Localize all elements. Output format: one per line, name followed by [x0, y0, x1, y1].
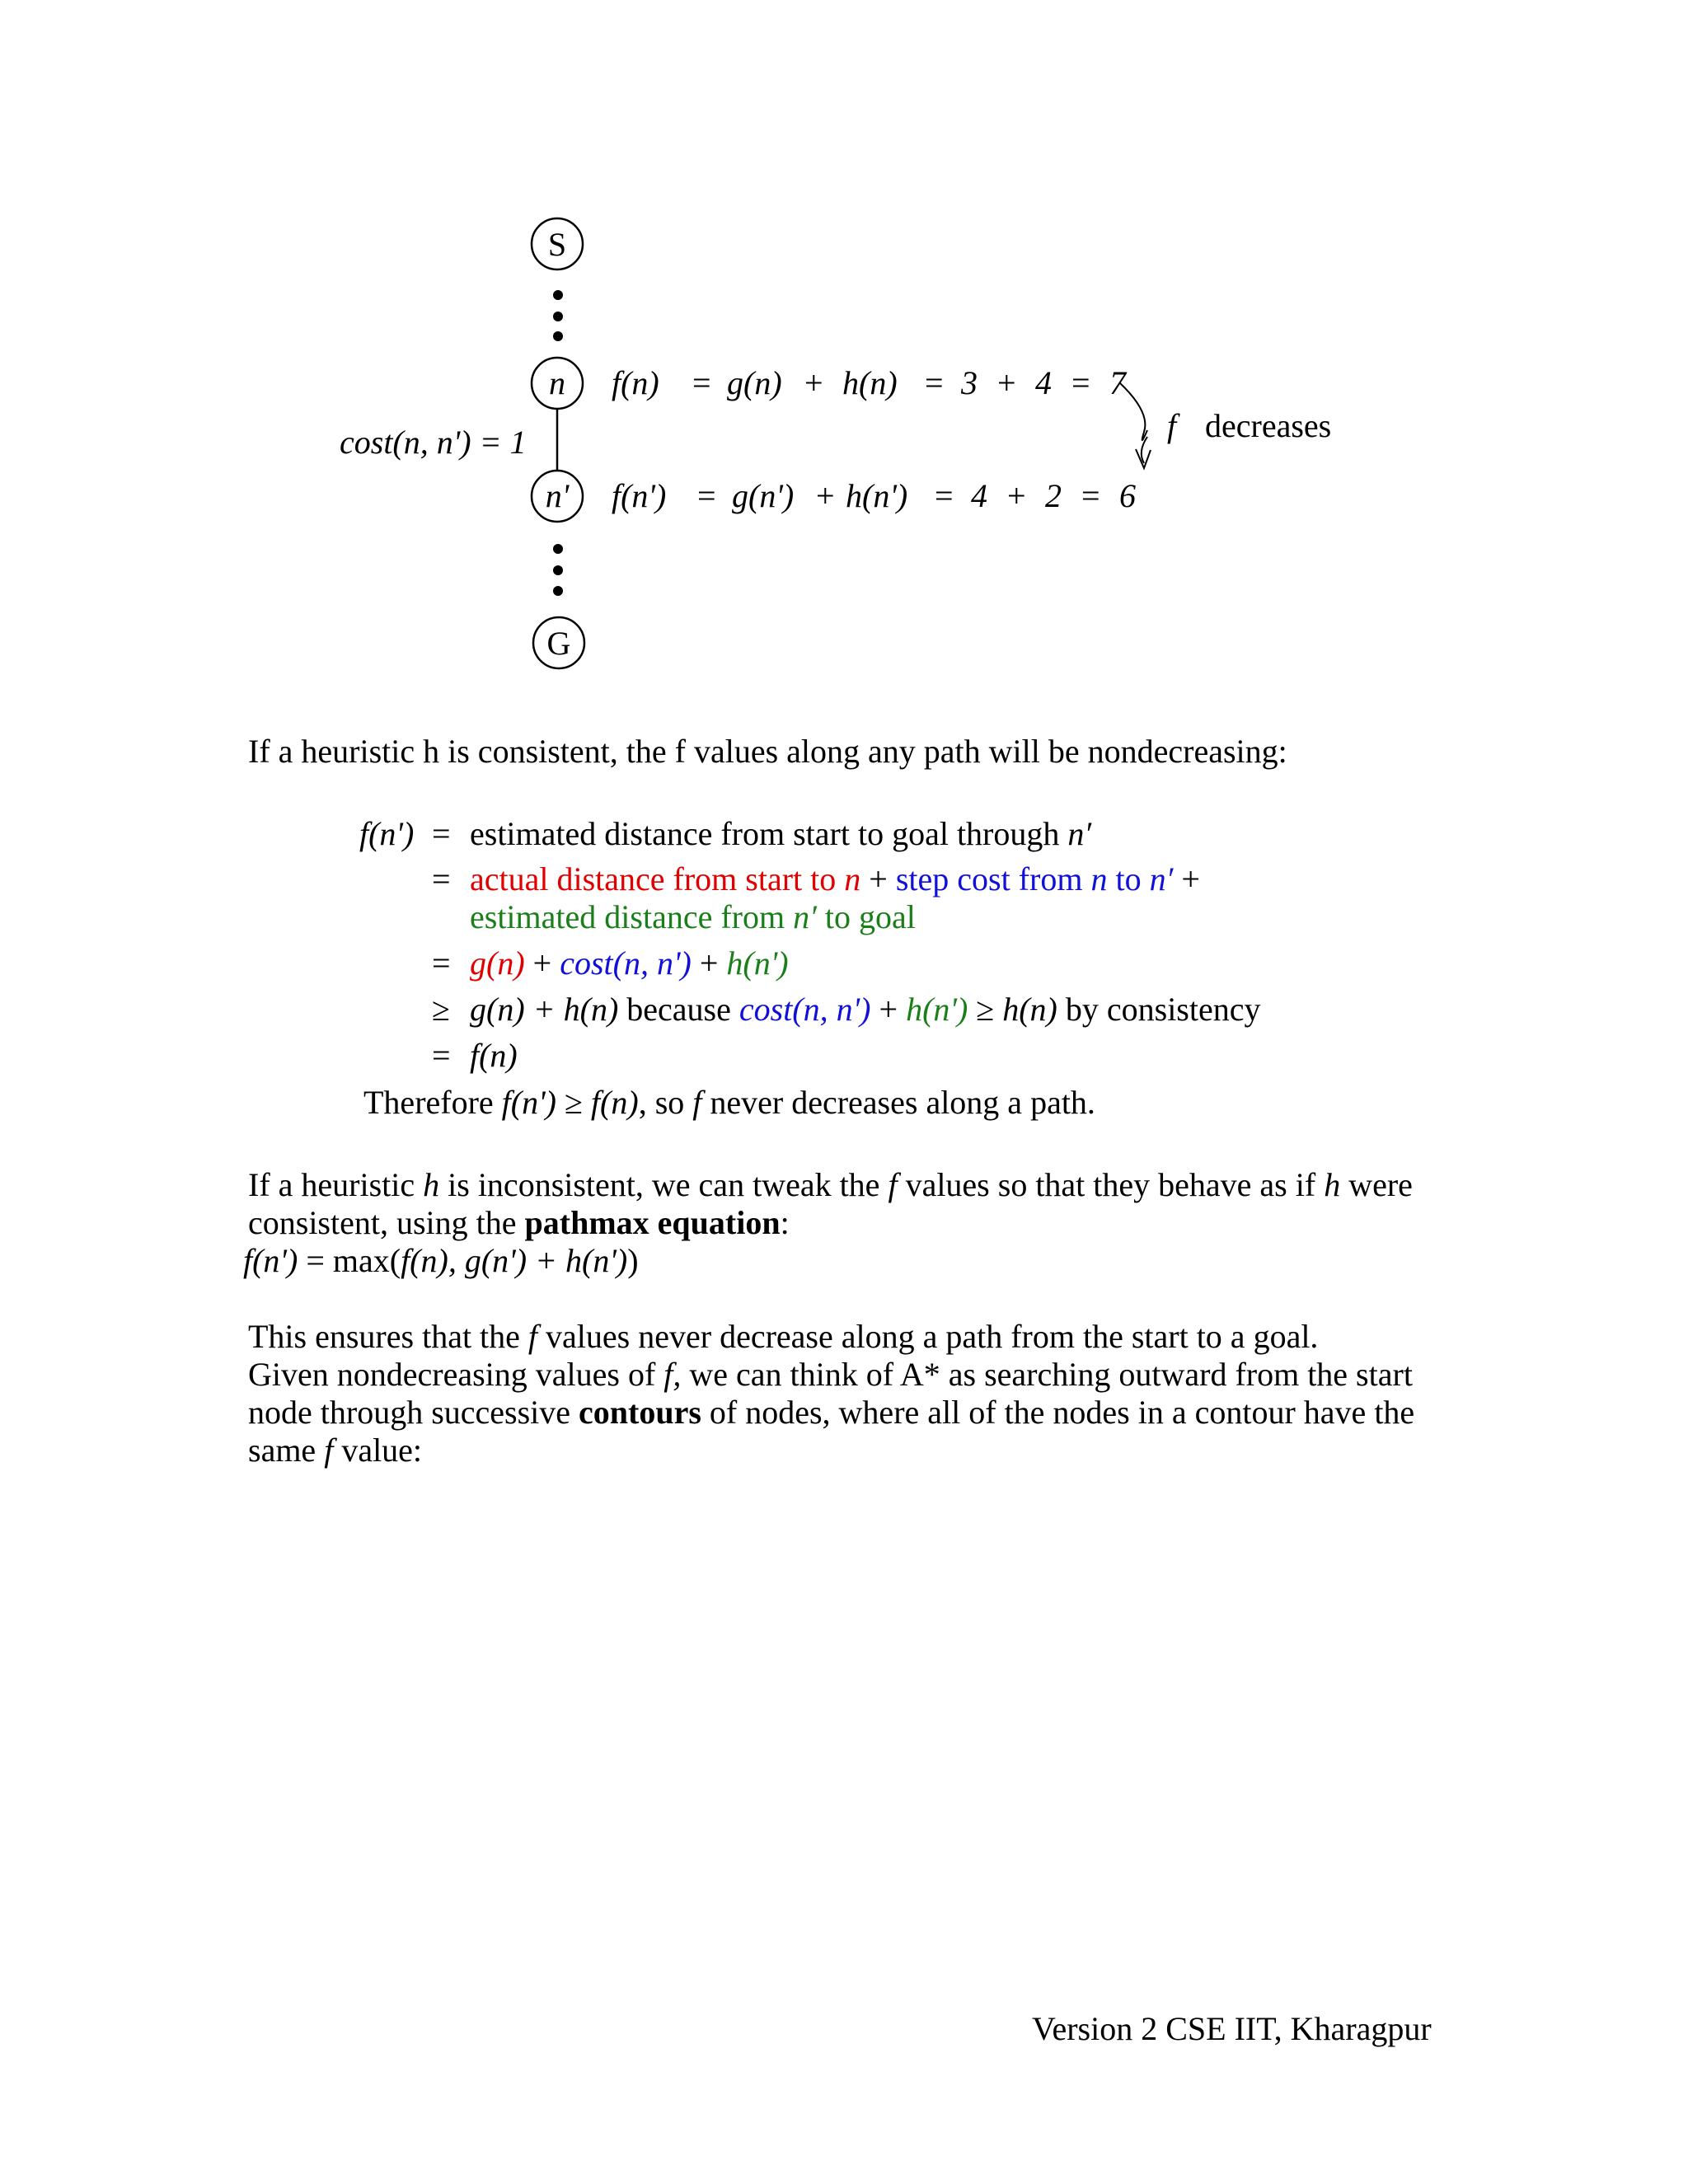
derivation-line-1: [470, 815, 1091, 853]
estimated-distance-text: estimated distance from: [470, 898, 794, 935]
pathmax-formula: [243, 1242, 639, 1280]
plus-2: +: [691, 944, 727, 982]
node-start: [532, 218, 583, 269]
derivation-eq-1: =: [432, 815, 451, 852]
svg-text:f(n): f(n): [612, 364, 659, 401]
p3-l3b: of nodes, where all of the nodes in a contour have the: [701, 1394, 1415, 1431]
svg-text:2: 2: [1045, 477, 1062, 514]
svg-text:h(n): h(n): [842, 364, 898, 401]
edge-cost-label: cost(n, n') = 1: [340, 424, 527, 461]
p2-text-d: were: [1340, 1166, 1413, 1203]
derivation-eq-6: =: [432, 1037, 451, 1074]
svg-text:+: +: [804, 364, 823, 401]
decrease-word-label: decreases: [1205, 407, 1332, 444]
p3-l1a: This ensures that the: [248, 1318, 528, 1355]
plus-sign: +: [860, 860, 896, 898]
derivation-ge-5: ≥: [432, 991, 450, 1028]
pathmax-equation-term: pathmax equation: [524, 1204, 781, 1241]
derivation-line-3: [470, 898, 916, 936]
derivation-line-6: f(n): [470, 1037, 518, 1074]
contours-line-4: [248, 1432, 422, 1469]
node-goal: [533, 617, 584, 668]
svg-text:n: n: [549, 364, 565, 401]
svg-text:4: 4: [971, 477, 987, 514]
svg-text:S: S: [547, 226, 567, 263]
plus-5: +: [870, 991, 907, 1028]
estimated-distance-var: n′: [793, 898, 817, 935]
therefore-rest: never decreases along a path.: [701, 1084, 1095, 1121]
term-g-n: g(n): [470, 944, 525, 982]
therefore-f: f: [692, 1084, 702, 1121]
formula-args: f(n), g(n') + h(n'): [401, 1242, 628, 1279]
derivation-line-4: [470, 944, 789, 982]
contours-term: contours: [579, 1394, 701, 1431]
plus-1: +: [524, 944, 560, 982]
p3-l2b: we can think of A* as searching outward from the start: [681, 1356, 1413, 1393]
formula-close: ): [627, 1242, 639, 1279]
svg-text:+: +: [816, 477, 835, 514]
svg-text:=: =: [692, 364, 711, 401]
p2-f: f: [888, 1166, 898, 1203]
equation-f-n-prime: [612, 477, 1136, 514]
plus-sign-2: +: [1173, 860, 1200, 898]
svg-text:=: =: [925, 364, 944, 401]
p2-h1: h: [423, 1166, 440, 1203]
p2-text-a: If a heuristic: [248, 1166, 424, 1203]
formula-lhs: f(n'): [243, 1242, 298, 1279]
term-h-n-5: h(n): [1002, 991, 1057, 1028]
consistency-statement: If a heuristic h is consistent, the f values along any path will be nondecreasing:: [248, 733, 1287, 770]
svg-text:4: 4: [1035, 364, 1052, 401]
ellipsis-dots-upper: [553, 290, 563, 341]
therefore-fn: f(n): [590, 1084, 639, 1121]
step-cost-var-np: n′: [1149, 860, 1174, 898]
estimated-distance-goal: to goal: [816, 898, 916, 935]
therefore-so: , so: [638, 1084, 693, 1121]
svg-text:f(n'): f(n'): [612, 477, 667, 514]
p3-l1f: f: [528, 1318, 538, 1355]
svg-text:G: G: [546, 625, 571, 662]
derivation-line-2: [470, 860, 1200, 898]
derivation-eq-2: =: [432, 860, 451, 898]
by-consistency: by consistency: [1057, 991, 1261, 1028]
derivation-line-5: [470, 991, 1261, 1029]
therefore-fnp: f(n'): [501, 1084, 556, 1121]
svg-text:3: 3: [961, 364, 978, 401]
line1-text: estimated distance from start to goal through: [470, 815, 1068, 852]
contours-line-1: [248, 1318, 1318, 1356]
formula-max: = max(: [298, 1242, 401, 1279]
pathmax-line-1: [248, 1166, 1413, 1204]
svg-text:=: =: [1071, 364, 1090, 401]
line1-var: n′: [1067, 815, 1092, 852]
decrease-f-label: f: [1167, 407, 1177, 444]
svg-text:g(n'): g(n'): [732, 477, 795, 514]
step-cost-to: to: [1107, 860, 1150, 898]
actual-distance-text: actual distance from start to: [470, 860, 845, 898]
actual-distance-var: n: [844, 860, 861, 898]
search-path-diagram: [0, 0, 1688, 709]
term-cost: cost(n, n'): [560, 944, 692, 982]
svg-text:=: =: [1081, 477, 1100, 514]
step-cost-text: step cost from: [895, 860, 1091, 898]
svg-text:+: +: [997, 364, 1016, 401]
pathmax-line-2: [248, 1204, 790, 1242]
derivation-lhs: f(n'): [359, 815, 415, 852]
p2-text-c: values so that they behave as if: [897, 1166, 1325, 1203]
svg-text:g(n): g(n): [727, 364, 782, 401]
svg-text:h(n'): h(n'): [846, 477, 908, 514]
ellipsis-dots-lower: [553, 544, 563, 596]
therefore-line: [363, 1084, 1095, 1122]
svg-text:7: 7: [1109, 364, 1126, 401]
p2-h2: h: [1324, 1166, 1341, 1203]
svg-text:n': n': [545, 477, 570, 514]
p3-l3a: node through successive: [248, 1394, 579, 1431]
p3-l4f: f: [324, 1432, 334, 1469]
p2-line2-b: :: [780, 1204, 790, 1241]
svg-text:+: +: [1007, 477, 1026, 514]
step-cost-var-n: n: [1090, 860, 1108, 898]
p2-line2-a: consistent, using the: [248, 1204, 525, 1241]
because-word: because: [618, 991, 739, 1028]
p3-l4b: value:: [333, 1432, 423, 1469]
term-g-plus-h: g(n) + h(n): [470, 991, 619, 1028]
term-h-np-5: h(n'): [906, 991, 968, 1028]
p3-l2a: Given nondecreasing values of: [248, 1356, 664, 1393]
contours-line-2: [248, 1356, 1413, 1394]
contours-line-3: [248, 1394, 1414, 1432]
node-n: [532, 358, 583, 409]
term-h-np: h(n'): [726, 944, 789, 982]
p3-l1b: values never decrease along a path from the start to a goal.: [537, 1318, 1319, 1355]
p3-l2f: f,: [663, 1356, 682, 1393]
ge-5: ≥: [968, 991, 1003, 1028]
derivation-eq-4: =: [432, 944, 451, 982]
svg-text:6: 6: [1119, 477, 1136, 514]
therefore-word: Therefore: [363, 1084, 502, 1121]
node-n-prime: [532, 471, 583, 522]
p2-text-b: is inconsistent, we can tweak the: [439, 1166, 889, 1203]
page-footer: Version 2 CSE IIT, Kharagpur: [1032, 2010, 1432, 2047]
p3-l4a: same: [248, 1432, 325, 1469]
equation-f-n: [612, 364, 1128, 401]
term-cost-5: cost(n, n'): [738, 991, 871, 1028]
svg-text:=: =: [935, 477, 954, 514]
svg-text:=: =: [697, 477, 716, 514]
therefore-ge: ≥: [556, 1084, 591, 1121]
